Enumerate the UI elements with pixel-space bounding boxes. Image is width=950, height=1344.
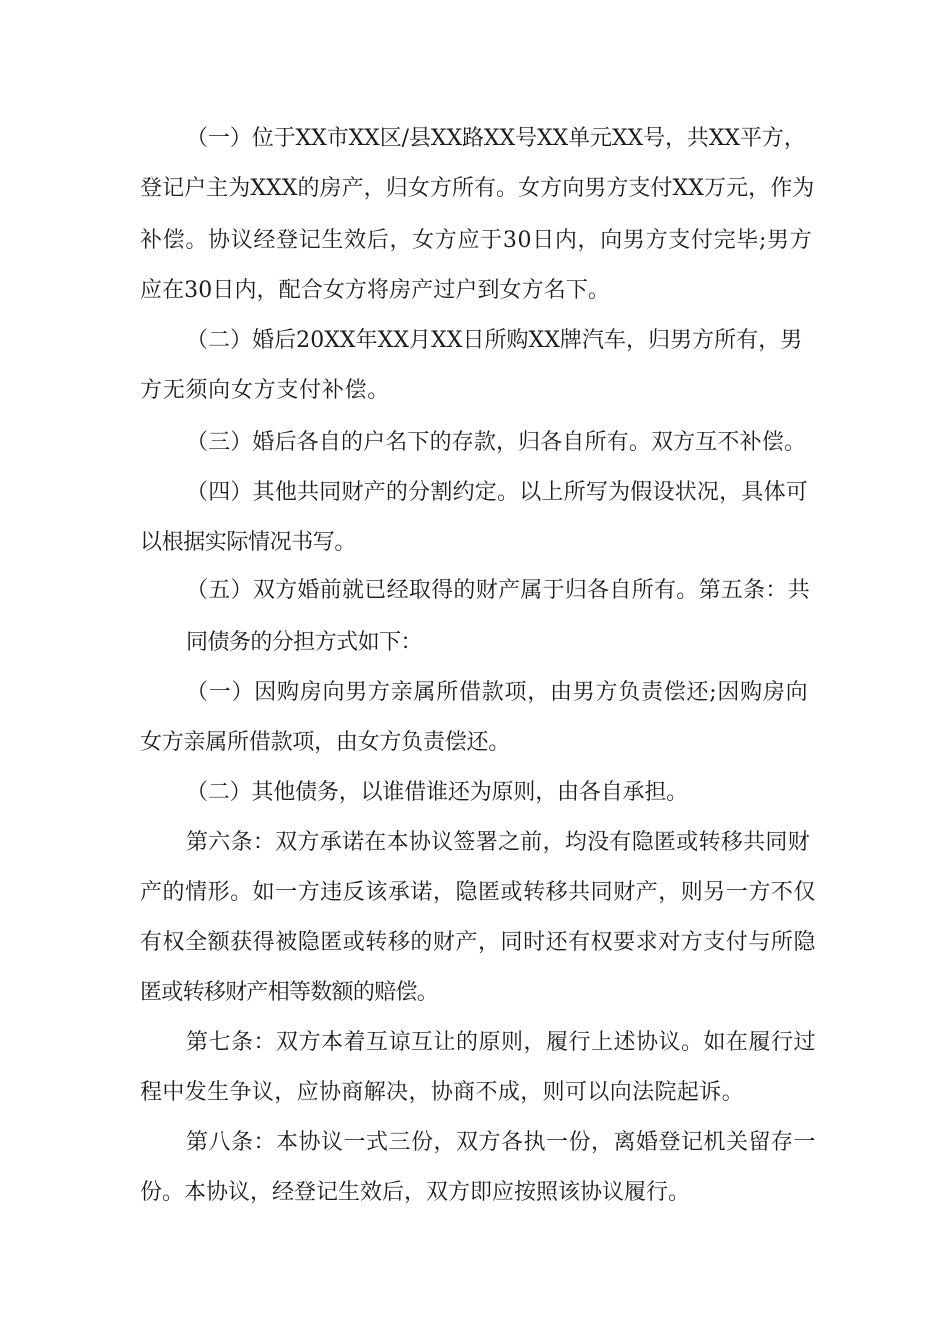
text-line: 同债务的分担方式如下： <box>186 630 423 655</box>
text-line: 女方亲属所借款项，由女方负责偿还。 <box>140 730 511 755</box>
text-line: （一）因购房向男方亲属所借款项，由男方负责偿还;因购房向 <box>186 680 809 705</box>
text-line: 方无须向女方支付补偿。 <box>140 378 391 403</box>
text-line: 登记户主为XXX的房产，归女方所有。女方向男方支付XX万元，作为 <box>140 176 815 201</box>
text-line: （二）婚后20XX年XX月XX日所购XX牌汽车，归男方所有，男 <box>186 328 803 353</box>
text-line: （五）双方婚前就已经取得的财产属于归各自所有。第五条：共 <box>186 578 811 603</box>
text-line: （二）其他债务，以谁借谁还为原则，由各自承担。 <box>186 780 689 805</box>
text-line: 补偿。协议经登记生效后，女方应于30日内，向男方支付完毕;男方 <box>140 228 813 253</box>
text-line: 程中发生争议，应协商解决，协商不成，则可以向法院起诉。 <box>140 1080 745 1105</box>
text-line: 以根据实际情况书写。 <box>140 530 357 555</box>
text-line: （一）位于XX市XX区/县XX路XX号XX单元XX号，共XX平方， <box>186 126 806 151</box>
text-line: 份。本协议，经登记生效后，双方即应按照该协议履行。 <box>140 1180 691 1205</box>
text-line: 第八条：本协议一式三份，双方各执一份，离婚登记机关留存一 <box>186 1130 817 1155</box>
text-line: 应在30日内，配合女方将房产过户到女方名下。 <box>140 278 610 303</box>
text-line: （三）婚后各自的户名下的存款，归各自所有。双方互不补偿。 <box>186 430 807 455</box>
text-line: 产的情形。如一方违反该承诺，隐匿或转移共同财产，则另一方不仅 <box>140 880 817 905</box>
text-line: 匿或转移财产相等数额的赔偿。 <box>140 980 439 1005</box>
text-line: 第六条：双方承诺在本协议签署之前，均没有隐匿或转移共同财 <box>186 830 811 855</box>
text-line: 有权全额获得被隐匿或转移的财产，同时还有权要求对方支付与所隐 <box>140 930 817 955</box>
text-line: 第七条：双方本着互谅互让的原则，履行上述协议。如在履行过 <box>186 1030 817 1055</box>
text-line: （四）其他共同财产的分割约定。以上所写为假设状况，具体可 <box>186 480 809 505</box>
